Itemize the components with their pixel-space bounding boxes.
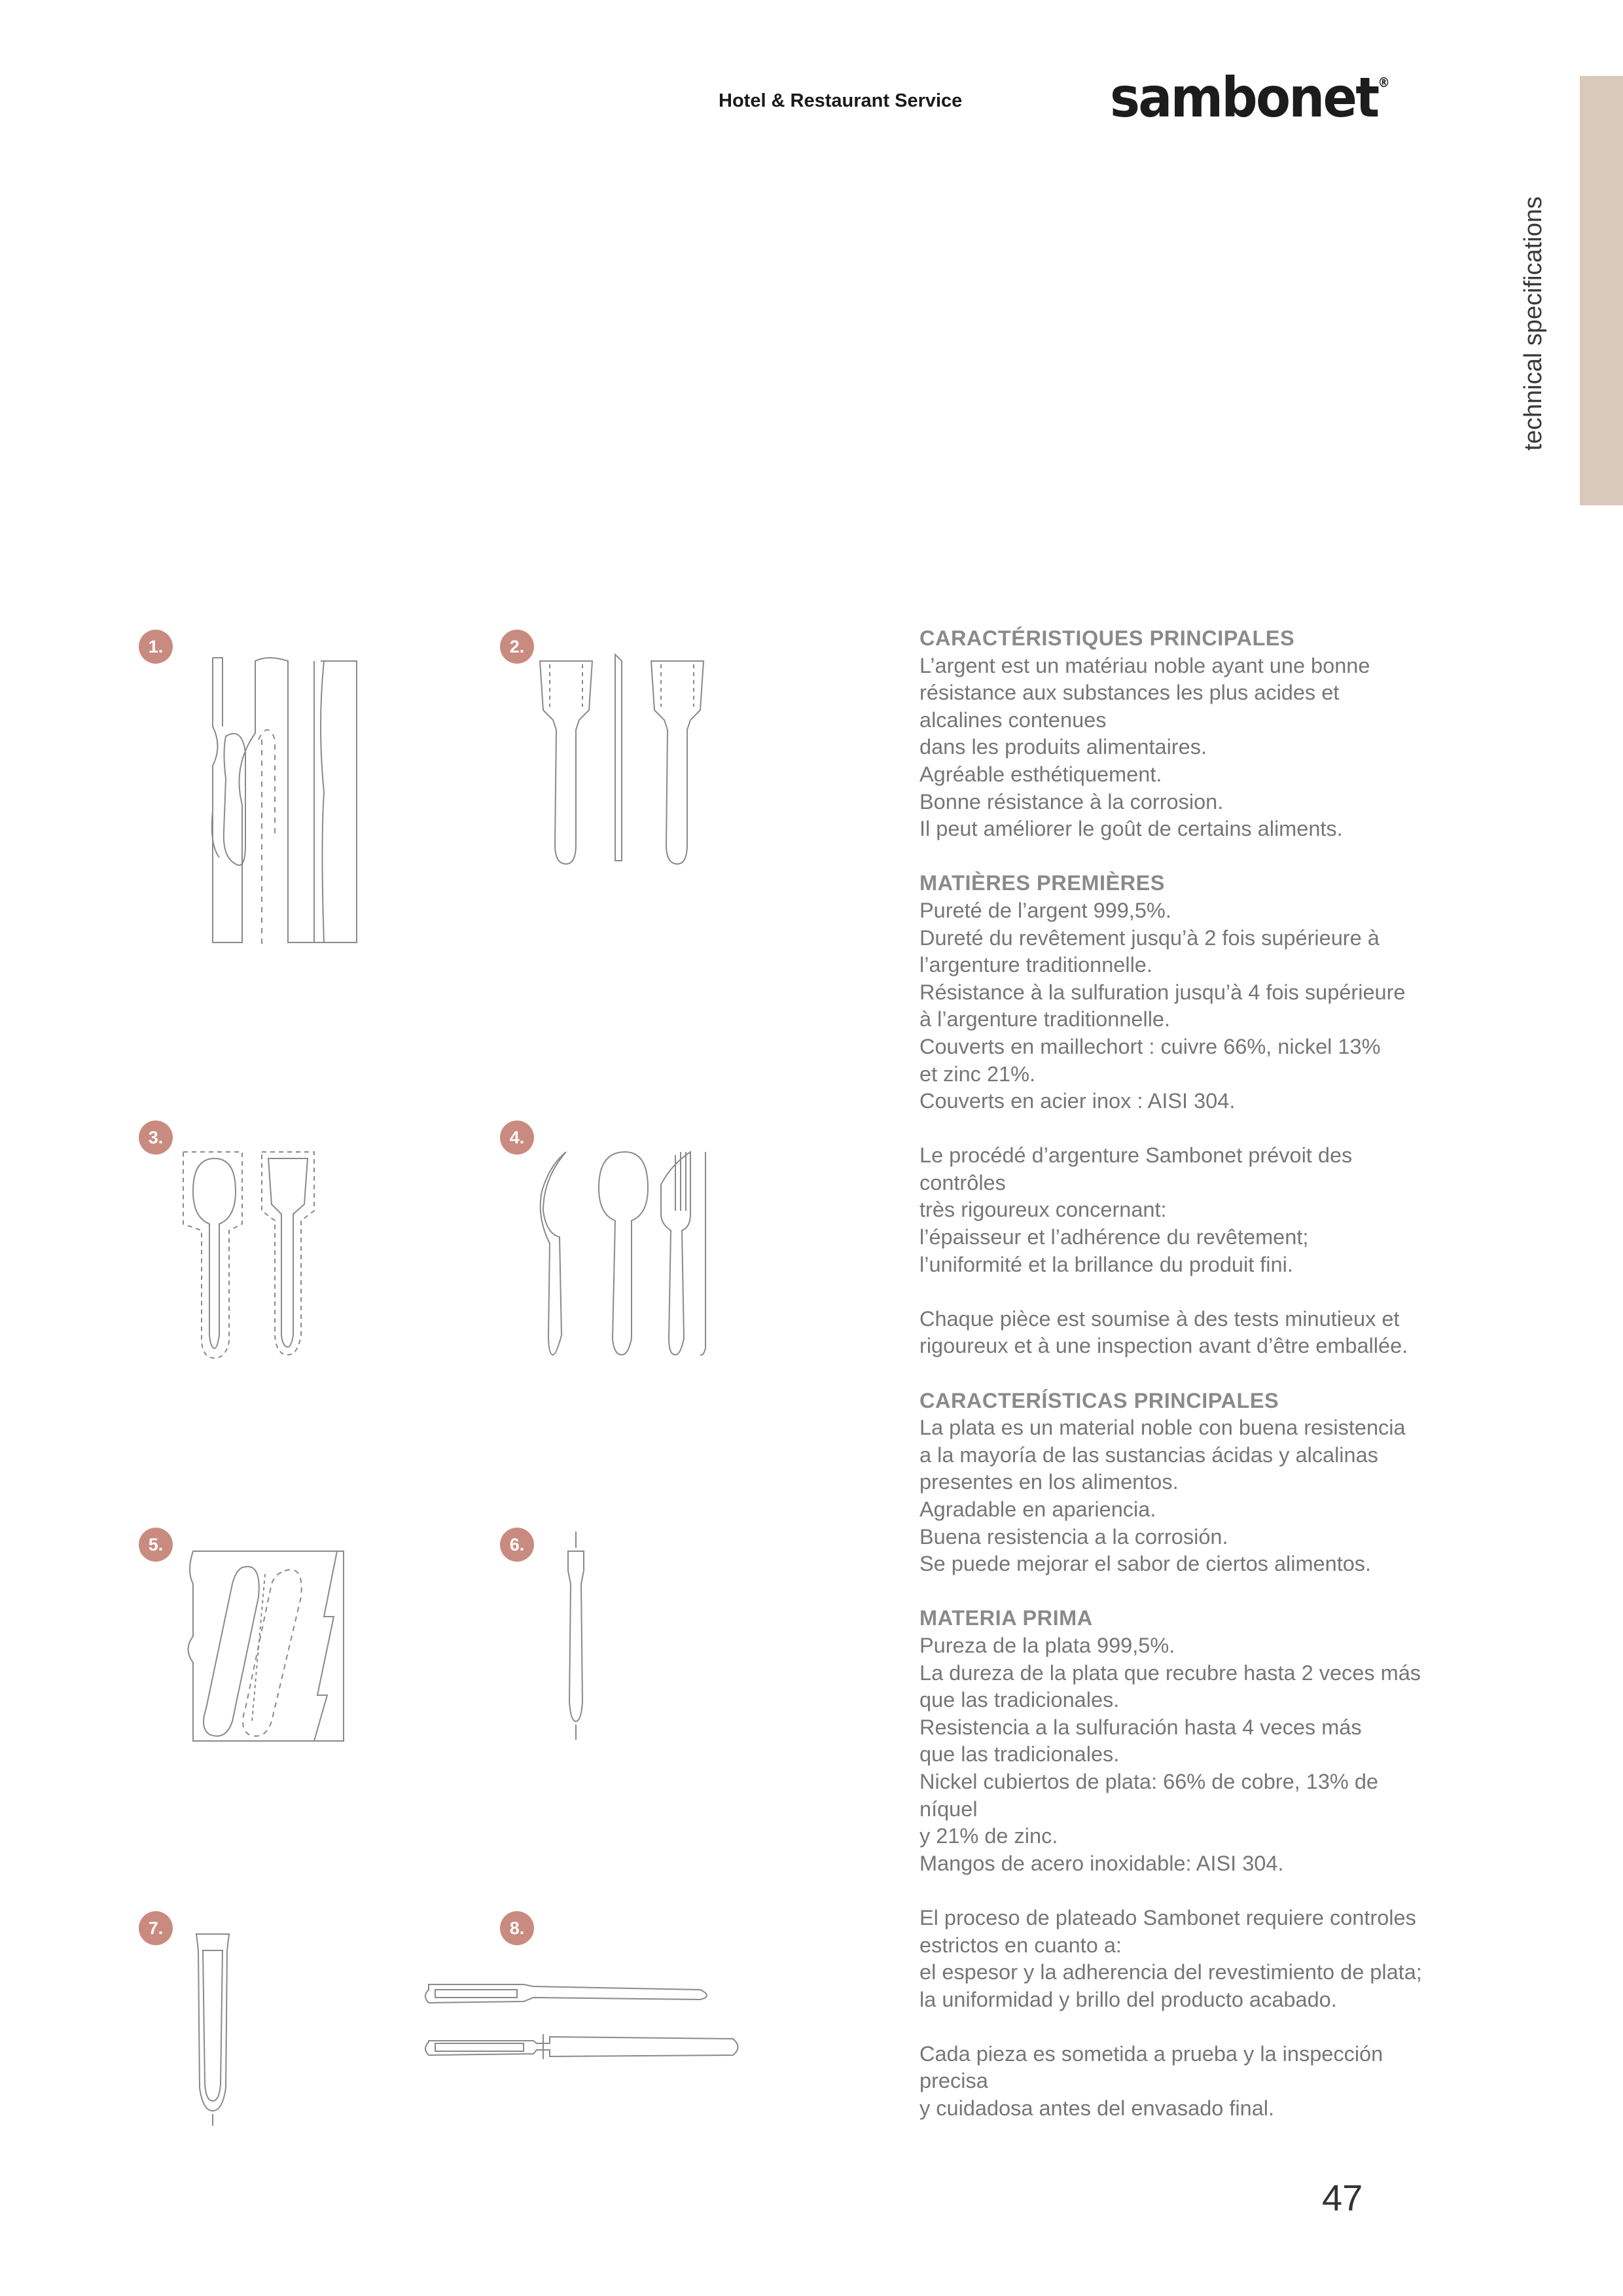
section-line: precisa	[919, 2069, 988, 2093]
section-line: et zinc 21%.	[919, 1062, 1036, 1086]
brand-registered-mark: ®	[1378, 75, 1390, 90]
section-line: l’épaisseur et l’adhérence du revêtement;	[919, 1225, 1309, 1249]
section-line: Buena resistencia a la corrosión.	[919, 1524, 1228, 1549]
section-line: L’argent est un matériau noble ayant une bonne	[919, 653, 1370, 677]
page-number: 47	[1322, 2177, 1363, 2218]
side-accent-tab	[1580, 76, 1623, 505]
side-label-text: technical specifications	[1520, 196, 1547, 451]
section-line: alcalines contenues	[919, 708, 1107, 732]
section-spacer	[919, 1877, 1495, 1905]
section-line: La plata es un material noble con buena resistencia	[919, 1416, 1406, 1440]
section-spacer	[919, 1578, 1495, 1605]
section-line: très rigoureux concernant:	[919, 1198, 1167, 1222]
section-line: Nickel cubiertos de plata: 66% de cobre, 13% de	[919, 1769, 1378, 1793]
blank-cutout-icon	[183, 648, 366, 949]
section-spacer	[919, 1360, 1495, 1388]
section-line: l’uniformité et la brillance du produit fini.	[919, 1252, 1293, 1276]
section-line: Couverts en acier inox : AISI 304.	[919, 1089, 1236, 1113]
section-spacer	[919, 1115, 1495, 1143]
section-line: Résistance à la sulfuration jusqu’à 4 fois supérieure	[919, 980, 1406, 1004]
section-line: y 21% de zinc.	[919, 1824, 1058, 1848]
section-line: Il peut améliorer le goût de certains aliments.	[919, 817, 1343, 841]
step-badge-3: 3.	[139, 1121, 173, 1155]
section-line: el espesor y la adherencia del revestimiento de plata;	[919, 1960, 1422, 1984]
knives-icon	[419, 1970, 740, 2075]
step-badge-5: 5.	[139, 1528, 173, 1562]
section-line: Bonne résistance à la corrosion.	[919, 789, 1224, 814]
section-line: presentes en los alimentos.	[919, 1470, 1179, 1494]
side-label	[1520, 196, 1559, 511]
step-badge-4: 4.	[500, 1121, 534, 1155]
handle-blank-icon	[180, 1545, 363, 1754]
section-line: Agradable en apariencia.	[919, 1498, 1156, 1521]
illustration-blank-cutout	[183, 648, 366, 949]
section-line: Agréable esthétiquement.	[919, 762, 1162, 786]
section-line: Mangos de acero inoxidable: AISI 304.	[919, 1851, 1284, 1875]
section-line: la uniformidad y brillo del producto acabado.	[919, 1987, 1337, 2011]
section-line: Cada pieza es sometida a prueba y la inspección	[919, 2041, 1383, 2066]
section-line: a la mayoría de las sustancias ácidas y alcalinas	[919, 1443, 1378, 1467]
illustration-spatula-blanks	[524, 648, 733, 870]
section-line: Dureté du revêtement jusqu’à 2 fois supérieure à	[919, 925, 1380, 950]
illustration-hollow-handle	[187, 1924, 239, 2127]
section-line: l’argenture traditionnelle.	[919, 953, 1152, 977]
section-line: que las tradicionales.	[919, 1688, 1120, 1712]
header-subtitle: Hotel & Restaurant Service	[719, 90, 963, 111]
cutlery-set-icon	[530, 1139, 720, 1361]
hollow-handle-icon	[187, 1924, 239, 2127]
section-line: El proceso de plateado Sambonet requiere controles	[919, 1905, 1416, 1929]
section-line: Couverts en maillechort : cuivre 66%, nickel 13%	[919, 1034, 1381, 1058]
section-line: Resistencia a la sulfuración hasta 4 veces más	[919, 1715, 1362, 1739]
section-spacer	[919, 2013, 1495, 2041]
step-badge-7: 7.	[139, 1911, 173, 1945]
illustration-spoon-spatula-outlines	[177, 1139, 334, 1361]
section-line: estrictos en cuanto a:	[919, 1933, 1122, 1957]
section-title: MATERIA PRIMA	[919, 1606, 1093, 1630]
illustration-cutlery-set	[530, 1139, 720, 1361]
section-line: níquel	[919, 1797, 978, 1821]
section-line: Pureza de la plata 999,5%.	[919, 1633, 1175, 1657]
section-line: à l’argenture traditionnelle.	[919, 1007, 1171, 1031]
brand-name: sambonet	[1110, 65, 1378, 130]
section-line: dans les produits alimentaires.	[919, 735, 1207, 759]
section-line: y cuidadosa antes del envasado final.	[919, 2096, 1275, 2121]
illustration-single-handle	[556, 1532, 596, 1741]
section-line: que las tradicionales.	[919, 1742, 1120, 1767]
section-line: Se puede mejorar el sabor de ciertos alimentos.	[919, 1552, 1372, 1576]
step-badge-2: 2.	[500, 630, 534, 664]
section-title: MATIÈRES PREMIÈRES	[919, 871, 1165, 895]
section-spacer	[919, 843, 1495, 870]
section-title: CARACTERÍSTICAS PRINCIPALES	[919, 1388, 1279, 1412]
brand-logo	[1110, 65, 1390, 130]
section-line: résistance aux substances les plus acides et	[919, 681, 1340, 705]
spoon-spatula-outlines-icon	[177, 1139, 334, 1361]
step-badge-6: 6.	[500, 1528, 534, 1562]
section-line: Le procédé d’argenture Sambonet prévoit des	[919, 1143, 1353, 1168]
specifications-text-column	[919, 625, 1495, 2123]
illustration-knives	[419, 1970, 740, 2075]
single-handle-icon	[556, 1532, 596, 1741]
section-line: La dureza de la plata que recubre hasta 2 veces más	[919, 1660, 1421, 1685]
section-line: Pureté de l’argent 999,5%.	[919, 898, 1171, 922]
section-spacer	[919, 1278, 1495, 1306]
step-badge-8: 8.	[500, 1911, 534, 1945]
section-line: Chaque pièce est soumise à des tests minutieux et	[919, 1306, 1400, 1331]
step-badge-1: 1.	[139, 630, 173, 664]
section-title: CARACTÉRISTIQUES PRINCIPALES	[919, 626, 1295, 650]
illustration-handle-blank	[180, 1545, 363, 1754]
section-line: rigoureux et à une inspection avant d’être emballée.	[919, 1334, 1408, 1358]
section-line: contrôles	[919, 1170, 1006, 1194]
spatula-blanks-icon	[524, 648, 733, 870]
